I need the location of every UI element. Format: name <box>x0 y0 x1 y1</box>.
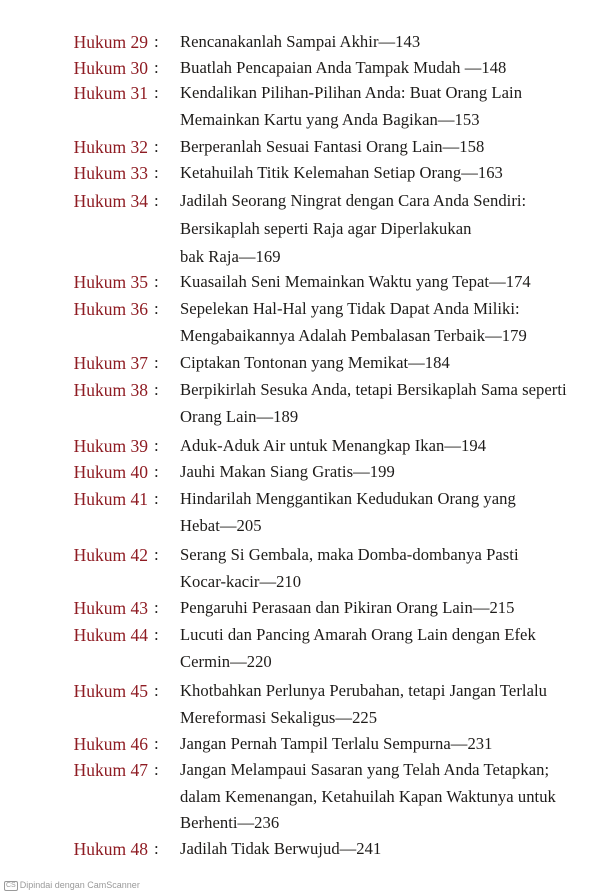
toc-separator: : <box>154 32 159 51</box>
toc-separator: : <box>154 625 159 644</box>
camscanner-logo-icon: CS <box>6 882 16 889</box>
toc-separator: : <box>154 380 159 399</box>
toc-entry-title-line: bak Raja—169 <box>180 247 281 266</box>
toc-entry-title-line: Rencanakanlah Sampai Akhir—143 <box>180 32 421 51</box>
toc-entry-number: Hukum 39 <box>73 436 148 456</box>
toc-separator: : <box>154 462 159 481</box>
toc-separator: : <box>154 598 159 617</box>
toc-entry-title-line: Hindarilah Menggantikan Kedudukan Orang yang <box>180 489 516 508</box>
toc-entry-title-line: Kocar-kacir—210 <box>180 572 302 591</box>
toc-entry-title-line: Mengabaikannya Adalah Pembalasan Terbaik—179 <box>180 326 527 345</box>
toc-entry-number: Hukum 29 <box>73 32 148 52</box>
toc-entry-number: Hukum 38 <box>73 380 148 400</box>
toc-entry-title-line: Berpikirlah Sesuka Anda, tetapi Bersikaplah Sama seperti <box>180 380 567 399</box>
toc-entry-title-line: Kuasailah Seni Memainkan Waktu yang Tepat—174 <box>180 272 531 291</box>
toc-entry-number: Hukum 31 <box>73 83 148 103</box>
toc-entry-title-line: Orang Lain—189 <box>180 407 299 426</box>
toc-separator: : <box>154 734 159 753</box>
toc-entry-title-line: Serang Si Gembala, maka Domba-dombanya Pasti <box>180 545 519 564</box>
toc-separator: : <box>154 353 159 372</box>
toc-separator: : <box>154 58 159 77</box>
toc-entry-title-line: Berhenti—236 <box>180 813 280 832</box>
toc-entry-number: Hukum 41 <box>73 489 148 509</box>
toc-entry-title-line: Jangan Pernah Tampil Terlalu Sempurna—231 <box>180 734 493 753</box>
toc-entry-title-line: Aduk-Aduk Air untuk Menangkap Ikan—194 <box>180 436 487 455</box>
toc-entry-number: Hukum 35 <box>73 272 148 292</box>
toc-entry-number: Hukum 37 <box>73 353 148 373</box>
toc-entry-number: Hukum 48 <box>73 839 148 859</box>
toc-entry-number: Hukum 45 <box>73 681 148 701</box>
toc-separator: : <box>154 163 159 182</box>
toc-entry-title-line: Jauhi Makan Siang Gratis—199 <box>180 462 395 481</box>
toc-entry-number: Hukum 33 <box>73 163 148 183</box>
toc-entry-title-line: Ketahuilah Titik Kelemahan Setiap Orang—163 <box>180 163 503 182</box>
toc-entry-title-line: Mereformasi Sekaligus—225 <box>180 708 378 727</box>
toc-entry-title-line: Cermin—220 <box>180 652 272 671</box>
toc-entry-title-line: Pengaruhi Perasaan dan Pikiran Orang Lain—215 <box>180 598 515 617</box>
toc-entry-title-line: Khotbahkan Perlunya Perubahan, tetapi Jangan Terlalu <box>180 681 548 700</box>
toc-entry-title-line: Jangan Melampaui Sasaran yang Telah Anda Tetapkan; <box>180 760 550 779</box>
scanner-watermark <box>4 879 140 891</box>
toc-separator: : <box>154 137 159 156</box>
toc-separator: : <box>154 299 159 318</box>
toc-entry-number: Hukum 43 <box>73 598 148 618</box>
toc-entry-title-line: Buatlah Pencapaian Anda Tampak Mudah —148 <box>180 58 507 77</box>
toc-entry-title-line: Ciptakan Tontonan yang Memikat—184 <box>180 353 450 372</box>
toc-separator: : <box>154 839 159 858</box>
toc-entry-title-line: Hebat—205 <box>180 516 262 535</box>
toc-separator: : <box>154 83 159 102</box>
scanner-watermark-text: Dipindai dengan CamScanner <box>19 880 140 890</box>
toc-entry-number: Hukum 44 <box>73 625 148 645</box>
toc-entry-number: Hukum 34 <box>73 191 148 211</box>
toc-separator: : <box>154 760 159 779</box>
toc-entry-title-line: Jadilah Seorang Ningrat dengan Cara Anda Sendiri: <box>180 191 527 210</box>
toc-entry-title-line: Lucuti dan Pancing Amarah Orang Lain dengan Efek <box>180 625 536 644</box>
toc-entry-title-line: Berperanlah Sesuai Fantasi Orang Lain—158 <box>180 137 485 156</box>
toc-entry-title-line: Kendalikan Pilihan-Pilihan Anda: Buat Orang Lain <box>180 83 523 102</box>
toc-entry-title-line: dalam Kemenangan, Ketahuilah Kapan Waktunya untuk <box>180 787 556 806</box>
toc-entry-number: Hukum 42 <box>73 545 148 565</box>
toc-entry-number: Hukum 40 <box>73 462 148 482</box>
toc-separator: : <box>154 545 159 564</box>
toc-separator: : <box>154 489 159 508</box>
toc-entry-title-line: Bersikaplah seperti Raja agar Diperlakukan <box>180 219 472 238</box>
toc-entry-number: Hukum 46 <box>73 734 148 754</box>
toc-separator: : <box>154 436 159 455</box>
toc-entry-number: Hukum 36 <box>73 299 148 319</box>
toc-entry-number: Hukum 30 <box>73 58 148 78</box>
toc-entry-number: Hukum 47 <box>73 760 148 780</box>
toc-entry-title-line: Memainkan Kartu yang Anda Bagikan—153 <box>180 110 480 129</box>
toc-separator: : <box>154 272 159 291</box>
toc-entry-title-line: Jadilah Tidak Berwujud—241 <box>180 839 382 858</box>
toc-separator: : <box>154 191 159 210</box>
toc-entry-number: Hukum 32 <box>73 137 148 157</box>
toc-entry-title-line: Sepelekan Hal-Hal yang Tidak Dapat Anda Miliki: <box>180 299 520 318</box>
toc-separator: : <box>154 681 159 700</box>
